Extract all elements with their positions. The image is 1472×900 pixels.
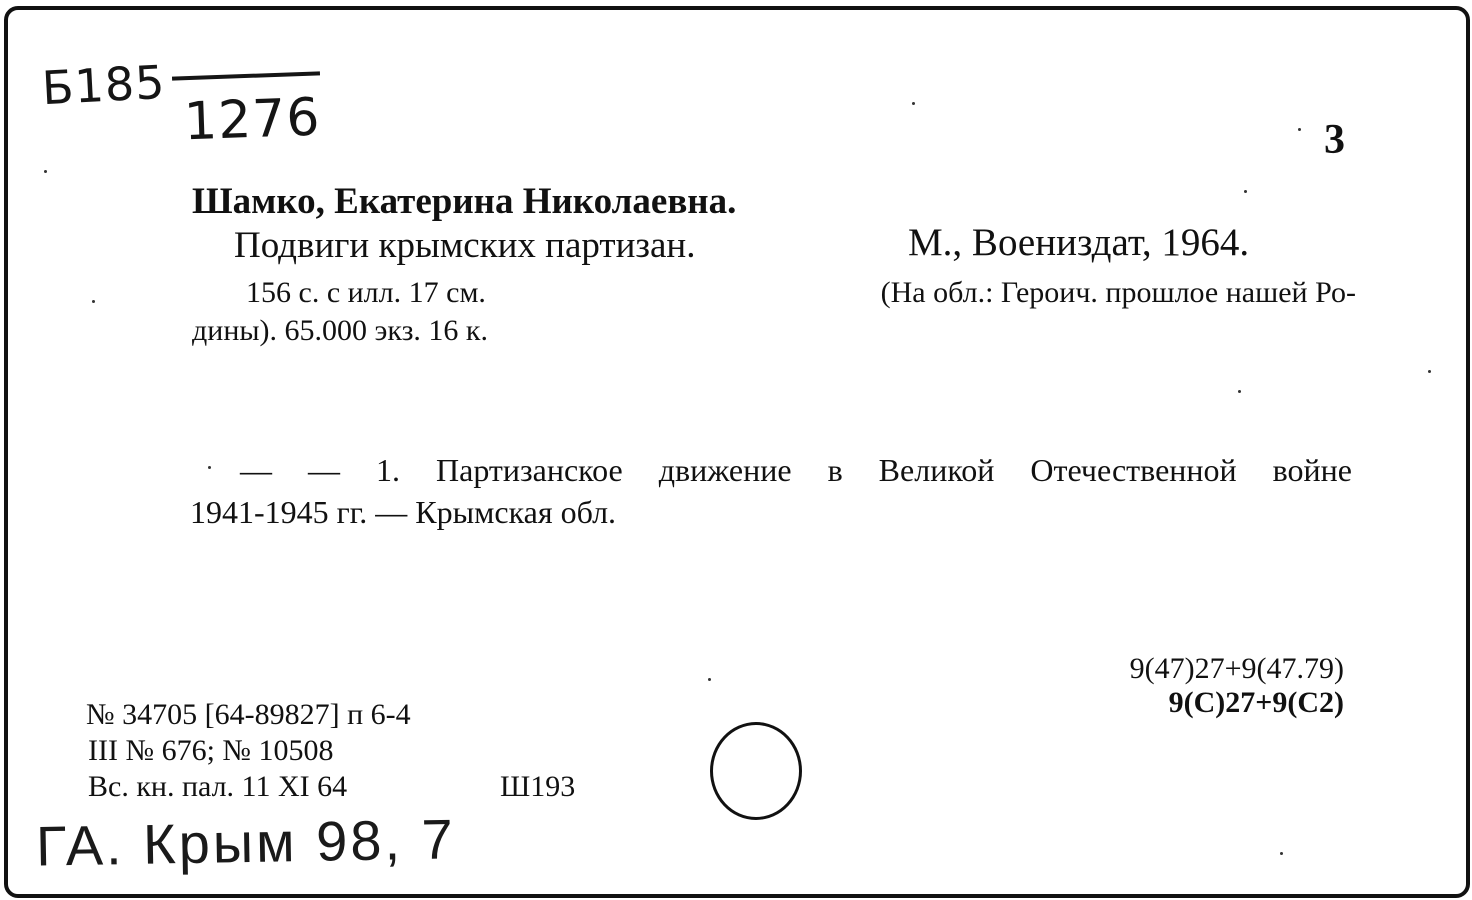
shelfmark-prefix: Б185 — [40, 54, 167, 116]
speck — [1428, 370, 1431, 373]
speck — [708, 678, 711, 681]
speck — [44, 170, 47, 173]
registry-code: Ш193 — [500, 770, 576, 803]
record-physical-description — [246, 276, 1356, 310]
record-series-continued: дины). 65.000 экз. 16 к. — [192, 314, 489, 347]
shelfmark-divider — [172, 71, 320, 80]
registry-book-chamber: Вс. кн. пал. 11 XI 64 — [88, 770, 348, 803]
registry-number: № 34705 [64-89827] п 6-4 — [86, 698, 411, 731]
speck — [92, 300, 95, 303]
record-series-note: (На обл.: Героич. прошлое нашей Ро- — [880, 276, 1356, 309]
catalog-card — [4, 6, 1470, 898]
speck — [1280, 852, 1283, 855]
speck — [912, 102, 915, 105]
punch-hole — [710, 722, 802, 820]
record-physical-extent: 156 с. с илл. 17 см. — [246, 276, 486, 309]
classification-index-2: 9(С)27+9(С2) — [1168, 686, 1344, 719]
classification-index-1: 9(47)27+9(47.79) — [1129, 652, 1344, 685]
speck — [208, 466, 211, 469]
record-subject-heading: — — 1. Партизанское движение в Великой Отечественной войне — [240, 452, 1352, 488]
speck — [1244, 190, 1247, 193]
record-author: Шамко, Екатерина Николаевна. — [192, 181, 737, 222]
card-number: 3 — [1324, 117, 1345, 163]
speck — [1298, 128, 1301, 131]
speck — [1238, 390, 1241, 393]
registry-order: III № 676; № 10508 — [88, 734, 334, 767]
record-imprint: М., Воениздат, 1964. — [908, 221, 1250, 264]
record-title: Подвиги крымских партизан. — [234, 225, 696, 266]
record-subject-heading-continued: 1941-1945 гг. — Крымская обл. — [190, 494, 617, 530]
shelfmark-number: 1276 — [182, 87, 322, 153]
handwritten-archive-note: ГА. Крым 98, 7 — [35, 807, 457, 878]
